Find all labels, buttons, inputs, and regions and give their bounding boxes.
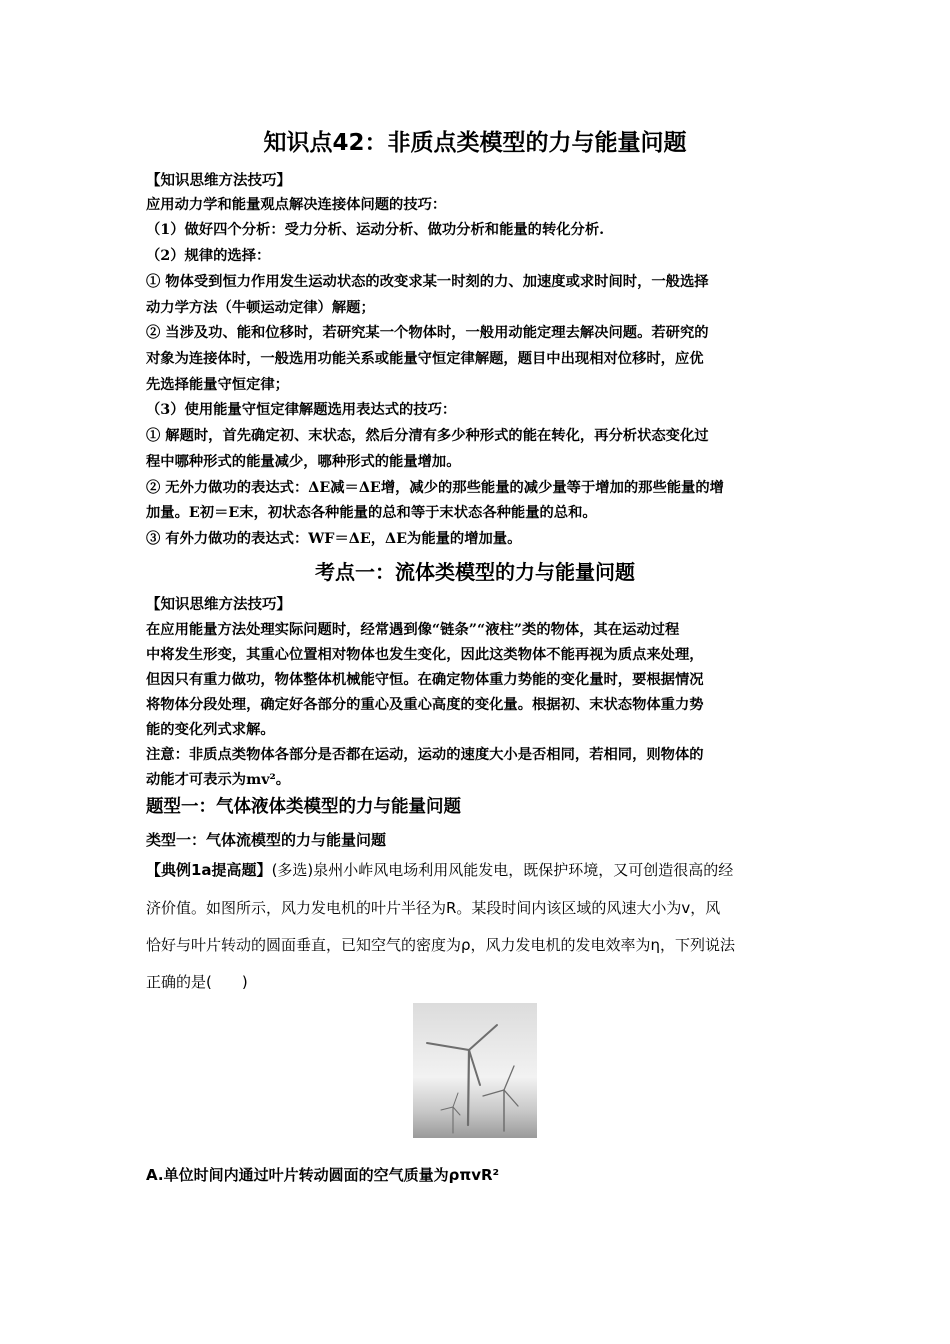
paragraph-line: 但因只有重力做功，物体整体机械能守恒。在确定物体重力势能的变化量时，要根据情况 [146,672,704,688]
tips-heading: 【知识思维方法技巧】 [146,597,291,613]
type-title: 题型一：气体液体类模型的力与能量问题 [146,797,461,817]
example-label: 【典例1a提高题】 [146,861,272,879]
paragraph-line: （2）规律的选择： [146,248,271,264]
paragraph-line: （3）使用能量守恒定律解题选用表达式的技巧： [146,402,457,418]
example-line: 济价值。如图所示，风力发电机的叶片半径为R。某段时间内该区域的风速大小为v，风 [146,899,721,917]
paragraph-line: 将物体分段处理，确定好各部分的重心及重心高度的变化量。根据初、末状态物体重力势 [146,697,704,713]
paragraph-line: 在应用能量方法处理实际问题时，经常遇到像“链条”“液柱”类的物体，其在运动过程 [146,622,680,638]
paragraph-line: 先选择能量守恒定律； [146,377,289,393]
subtype-title: 类型一：气体流模型的力与能量问题 [146,831,387,849]
paragraph-line: 程中哪种形式的能量减少，哪种形式的能量增加。 [146,454,461,470]
example-line-1 [146,860,810,880]
page-title: 知识点42：非质点类模型的力与能量问题 [263,130,687,156]
paragraph-line: 加量。E初＝E末，初状态各种能量的总和等于末状态各种能量的总和。 [146,505,597,521]
paragraph-line: 应用动力学和能量观点解决连接体问题的技巧： [146,197,447,213]
tips-heading: 【知识思维方法技巧】 [146,173,291,189]
wind-turbine-photo [413,1003,537,1138]
note-line: 动能才可表示为mv²。 [146,772,291,788]
paragraph-line: 动力学方法（牛顿运动定律）解题； [146,300,375,316]
note-line: 注意：非质点类物体各部分是否都在运动，运动的速度大小是否相同，若相同，则物体的 [146,747,704,763]
paragraph-line: ② 当涉及功、能和位移时，若研究某一个物体时，一般用动能定理去解决问题。若研究的 [146,325,709,341]
paragraph-line: ② 无外力做功的表达式：ΔE减＝ΔE增，减少的那些能量的减少量等于增加的那些能量的增 [146,480,724,496]
multi-choice-tag: (多选) [271,861,314,879]
paragraph-line: 能的变化列式求解。 [146,722,275,738]
paragraph-line: 对象为连接体时，一般选用功能关系或能量守恒定律解题，题目中出现相对位移时，应优 [146,351,704,367]
section-title: 考点一：流体类模型的力与能量问题 [315,560,635,584]
example-text: 泉州小岞风电场利用风能发电，既保护环境，又可创造很高的经 [313,861,734,879]
paragraph-line: （1）做好四个分析：受力分析、运动分析、做功分析和能量的转化分析. [146,222,605,238]
paragraph-line: ③ 有外力做功的表达式：WF＝ΔE，ΔE为能量的增加量。 [146,531,522,547]
option-a: A.单位时间内通过叶片转动圆面的空气质量为ρπvR² [146,1166,500,1184]
paragraph-line: ① 解题时，首先确定初、末状态，然后分清有多少种形式的能在转化，再分析状态变化过 [146,428,709,444]
paragraph-line: ① 物体受到恒力作用发生运动状态的改变求某一时刻的力、加速度或求时间时，一般选择 [146,274,709,290]
example-line: 恰好与叶片转动的圆面垂直，已知空气的密度为ρ，风力发电机的发电效率为η，下列说法 [146,936,736,954]
paragraph-line: 中将发生形变，其重心位置相对物体也发生变化，因此这类物体不能再视为质点来处理， [146,647,704,663]
example-line: 正确的是( ) [146,973,248,991]
